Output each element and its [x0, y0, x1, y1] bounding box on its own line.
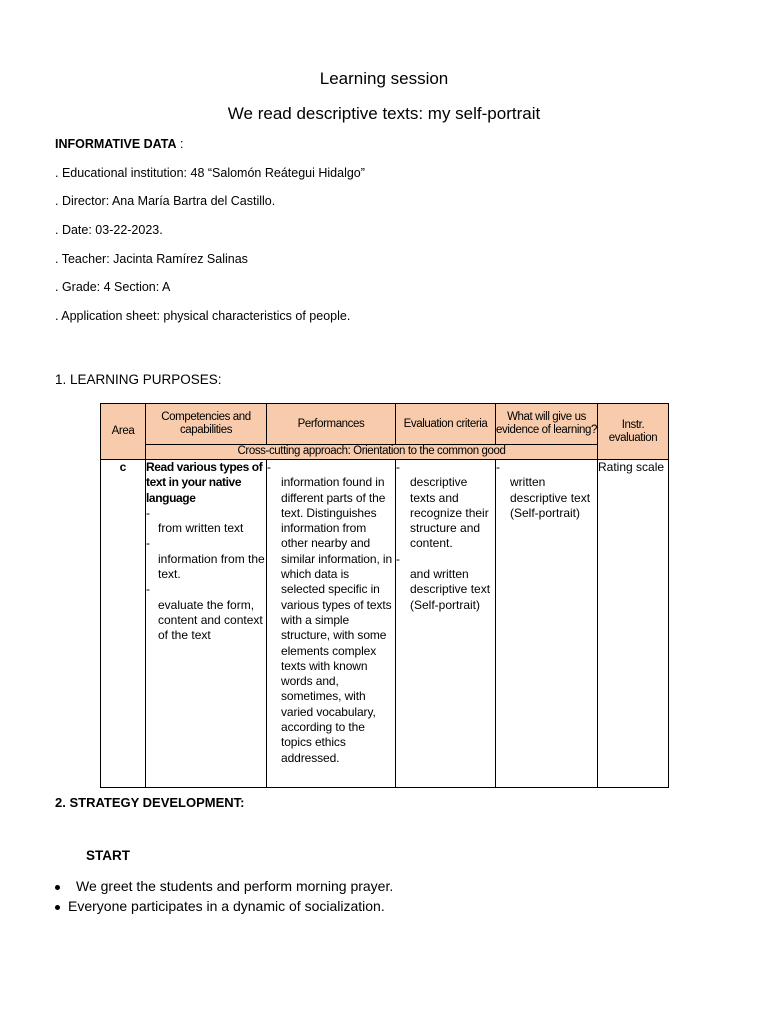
informative-heading-suffix: : [176, 137, 184, 151]
header-performances: Performances [267, 404, 396, 445]
evidence-dash: - [496, 460, 500, 474]
info-application-sheet: . Application sheet: physical characteristics of people. [55, 309, 351, 323]
bullet-icon [55, 905, 60, 910]
info-institution: . Educational institution: 48 “Salomón Reátegui Hidalgo” [55, 166, 365, 180]
start-item-1-text: We greet the students and perform morning prayer. [76, 878, 394, 894]
learning-purposes-table [100, 403, 669, 788]
header-competencies: Competencies and capabilities [146, 404, 267, 445]
section-strategy-development: 2. STRATEGY DEVELOPMENT: [55, 795, 245, 810]
header-instrument: Instr. evaluation [598, 404, 669, 460]
info-date: . Date: 03-22-2023. [55, 223, 163, 237]
start-item-1 [55, 878, 393, 894]
start-item-2-text: Everyone participates in a dynamic of socialization. [68, 898, 385, 914]
performance-dash: - [267, 460, 271, 474]
criterion-2: and written descriptive text (Self-portrait) [410, 567, 491, 612]
row-performances [267, 460, 396, 788]
performance-text: information found in different parts of the text. Distinguishes information from other nearby and similar information, in which data is selected specific in various types of texts with a simple structure, with some elements complex texts with known words and, sometimes, with varied vocabulary, according to the topics ethics addressed. [281, 475, 393, 765]
capability-3: evaluate the form, content and context of the text [158, 597, 263, 643]
cap3-dash: - [146, 582, 150, 597]
crosscutting-approach: Cross-cutting approach: Orientation to the common good [146, 445, 598, 460]
row-instrument: Rating scale [598, 460, 669, 788]
criterion-1: descriptive texts and recognize their structure and content. [410, 475, 489, 551]
header-evidence: What will give us evidence of learning? [496, 404, 598, 445]
header-evaluation-criteria: Evaluation criteria [396, 404, 496, 445]
evidence-text: written descriptive text (Self-portrait) [510, 475, 591, 520]
info-director: . Director: Ana María Bartra del Castillo. [55, 194, 276, 208]
page-subtitle: We read descriptive texts: my self-portrait [227, 104, 541, 123]
informative-heading [55, 137, 183, 151]
info-grade: . Grade: 4 Section: A [55, 280, 171, 294]
section-learning-purposes: 1. LEARNING PURPOSES: [55, 372, 222, 387]
header-area: Area [101, 404, 146, 460]
crit2-dash: - [396, 551, 400, 566]
row-competencies [146, 460, 267, 788]
cap2-dash: - [146, 536, 150, 551]
competency-title: Read various types of text in your native language [146, 460, 263, 505]
start-item-2 [55, 898, 385, 914]
row-evaluation-criteria [396, 460, 496, 788]
capability-2: information from the text. [158, 551, 265, 582]
start-heading: START [86, 848, 130, 863]
page-title: Learning session [319, 69, 449, 88]
crit1-dash: - [396, 460, 400, 474]
info-teacher: . Teacher: Jacinta Ramírez Salinas [55, 252, 248, 266]
informative-heading-label: INFORMATIVE DATA [55, 137, 177, 151]
row-evidence [496, 460, 598, 788]
bullet-icon [55, 885, 60, 890]
capability-1: from written text [158, 521, 244, 536]
cap1-dash: - [146, 505, 150, 520]
row-area: c [101, 460, 146, 788]
